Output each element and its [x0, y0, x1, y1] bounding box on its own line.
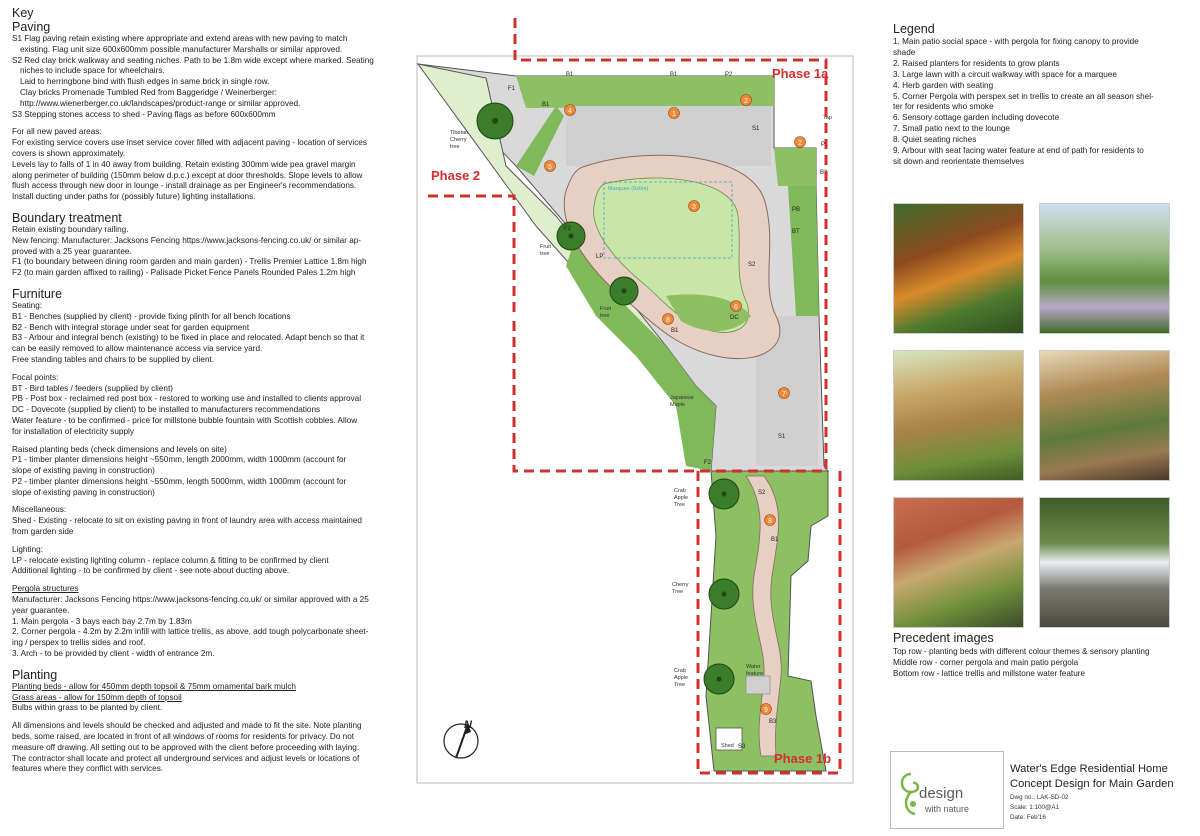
marker-5 [545, 161, 556, 172]
boundary-heading: Boundary treatment [12, 210, 122, 225]
svg-text:6: 6 [734, 304, 738, 311]
drawing-date: Date: Feb'16 [1010, 814, 1046, 821]
note-line: for installation of electricity supply [12, 426, 134, 436]
svg-text:5: 5 [548, 164, 552, 171]
title-block [1010, 762, 1190, 822]
code-label: S1 [778, 434, 786, 440]
note-line: beds, some raised, are located in front of all windows of rooms for residents for privacy. Do not [12, 732, 355, 742]
tree-icon [477, 103, 513, 139]
svg-text:3: 3 [692, 204, 696, 211]
svg-text:9: 9 [764, 707, 768, 714]
photo-millstone-water-feature [1039, 497, 1170, 628]
note-line: slope of existing paving in construction) [12, 487, 155, 497]
legend-item: 3. Large lawn with a circuit walkway with space for a marquee [893, 69, 1117, 79]
tree-label: tree [600, 313, 610, 319]
precedent-line: Middle row - corner pergola and main patio pergola [893, 658, 1079, 667]
svg-text:2: 2 [744, 98, 748, 105]
tree-label: Japanese [670, 395, 694, 401]
note-line: 2. Corner pergola - 4.2m by 2.2m infill with lattice trellis, as above, add tough polycarbonate sheet- [12, 627, 369, 637]
note-line: niches to include space for wheelchairs. [20, 66, 165, 76]
shed-label: Shed [721, 743, 734, 749]
note-line: F1 (to boundary between dining room garden and main garden) - Trellis Premier Lattice 1.8m high [12, 257, 367, 267]
note-line: P1 - timber planter dimensions height ~550mm, length 2000mm, width 1000mm (account for [12, 455, 347, 465]
company-logo [890, 751, 1004, 829]
project-title: Water's Edge Residential Home [1010, 763, 1168, 775]
marker-9 [761, 704, 772, 715]
tree-label: tree [450, 144, 460, 150]
drawing-number: Dwg no.: LAK-SD-02 [1010, 794, 1069, 801]
note-line: Retain existing boundary railing. [12, 224, 129, 234]
tree-label: Crab [674, 488, 686, 494]
code-label: BT [792, 229, 800, 235]
note-line: ing / perspex to trellis sides and roof. [12, 638, 146, 648]
code-label: S1 [752, 126, 760, 132]
svg-text:4: 4 [568, 108, 572, 115]
note-line: measure off drawing. All setting out to be approved with the client before proceeding with laying. [12, 742, 360, 752]
precedent-caption [893, 631, 1183, 679]
legend-item: 2. Raised planters for residents to grow plants [893, 58, 1060, 68]
precedent-line: Top row - planting beds with different colour themes & sensory planting [893, 647, 1150, 656]
misc-notes [12, 505, 390, 537]
planting-bed [516, 76, 774, 108]
tree-icon [610, 277, 638, 305]
tree-label: Fruit [540, 244, 551, 250]
note-line: S1 Flag paving retain existing where appropriate and extend areas with new paving to match [12, 34, 348, 43]
pergola-notes [12, 584, 390, 660]
code-label: B1 [771, 537, 779, 543]
note-line: All dimensions and levels should be checked and adjusted and made to fit the site. Note planting [12, 721, 362, 731]
note-line: Grass areas - allow for 150mm depth of topsoil [12, 692, 182, 702]
note-line: S2 Red clay brick walkway and seating niches. Path to be 1.8m wide except where marked. Seating [12, 55, 374, 65]
note-line: slope of existing paving in construction) [12, 466, 155, 476]
tree-label: Crab [674, 668, 686, 674]
tap-label: Tap [823, 115, 832, 121]
phase-2-label: Phase 2 [431, 168, 481, 183]
note-line: PB - Post box - reclaimed red post box - restored to working use and installed to clients approval [12, 394, 362, 404]
garden-plan [416, 16, 856, 786]
note-line: Additional lighting - to be confirmed by client - see note about ducting above. [12, 566, 290, 576]
misc-title: Miscellaneous: [12, 505, 67, 515]
closing-notes [12, 721, 390, 775]
raised-title: Raised planting beds (check dimensions and levels on site) [12, 444, 227, 454]
code-label: F2 [564, 226, 572, 232]
code-label: DC [730, 315, 739, 321]
marker-4 [565, 105, 576, 116]
svg-text:N: N [464, 719, 472, 731]
focal-title: Focal points: [12, 372, 59, 382]
code-label: B1 [670, 72, 678, 78]
photo-planting-bed-cool [1039, 203, 1170, 334]
photo-corner-pergola [893, 350, 1024, 481]
code-label: B2 [820, 170, 828, 176]
legend-title: Legend [893, 22, 935, 36]
note-line: existing. Flag unit size 600x600mm possible manufacturer Marshalls or similar approved. [20, 44, 343, 54]
water-feature-label-2: feature [746, 671, 764, 677]
note-line: Levels lay to falls of 1 in 40 away from building. Retain existing 300mm wide pea gravel margin [12, 159, 356, 169]
code-label: PB [792, 207, 801, 213]
seating-notes [12, 301, 390, 366]
pergola-title: Pergola structures [12, 584, 79, 594]
legend-item: 5. Corner Pergola with perspex set in trellis to create an all season shel- [893, 91, 1154, 101]
legend-item: 8. Quiet seating niches [893, 135, 977, 145]
note-line: along perimeter of building (150mm below d.p.c.) except at door thresholds. Slope levels to allow [12, 170, 363, 180]
svg-text:7: 7 [782, 391, 786, 398]
note-line: Laid to herringbone bind with flush edges in same brick in single row. [20, 77, 270, 87]
marker-8 [663, 314, 674, 325]
legend-item: shade [893, 47, 916, 57]
furniture-heading: Furniture [12, 286, 63, 301]
seating-title: Seating: [12, 300, 43, 310]
note-line: Free standing tables and chairs to be supplied by client. [12, 354, 215, 364]
code-label: B1 [566, 72, 574, 78]
legend-item: 7. Small patio next to the lounge [893, 124, 1010, 134]
note-line: 3. Arch - to be provided by client - width of entrance 2m. [12, 649, 215, 659]
paving-notes [12, 34, 390, 120]
tree-label: Maple [670, 402, 685, 408]
code-label: B3 [769, 719, 777, 725]
tree-icon [709, 479, 739, 509]
svg-text:8: 8 [666, 317, 670, 324]
phase-1a-label: Phase 1a [772, 66, 829, 81]
note-line: covers is shown approximately. [12, 148, 126, 158]
note-line: Water feature - to be confirmed - price for millstone bubble fountain with Scottish cobbles. Allow [12, 415, 358, 425]
tree-label: Apple [674, 675, 689, 681]
code-label: P2 [725, 72, 733, 78]
precedent-line: Bottom row - lattice trellis and millstone water feature [893, 669, 1086, 678]
svg-text:2: 2 [798, 140, 802, 147]
note-line: Install ducting under paths for (possibly future) lighting installations. [12, 192, 256, 202]
code-label: B1 [542, 102, 550, 108]
svg-text:8: 8 [768, 518, 772, 525]
legend-item: ter for residents who smoke [893, 102, 994, 112]
legend-item: 1. Main patio social space - with pergola for fixing canopy to provide [893, 37, 1139, 46]
tree-label: Fruit [600, 306, 611, 312]
marker-7 [779, 388, 790, 399]
key-heading: Key [12, 6, 34, 20]
legend-item: sit down and reorientate themselves [893, 156, 1025, 166]
tree-label: Cherry [672, 582, 689, 588]
note-line: year guarantee. [12, 605, 70, 615]
tree-label: Tibetan [450, 130, 469, 136]
note-line: 1. Main pergola - 3 bays each bay 2.7m by 1.83m [12, 616, 192, 626]
legend [893, 22, 1183, 168]
note-line: Clay bricks Promenade Tumbled Red from Baggeridge / Weinerberger: [20, 87, 277, 97]
code-label: S2 [758, 490, 766, 496]
note-line: Shed - Existing - relocate to sit on existing paving in front of laundry area with access maintained [12, 516, 362, 526]
planting-heading: Planting [12, 667, 58, 682]
planting-notes [12, 682, 390, 714]
marker-1 [669, 108, 680, 119]
phase-1b-label: Phase 1b [774, 751, 832, 766]
svg-text:1: 1 [672, 111, 676, 118]
note-line: New fencing: Manufacturer: Jacksons Fencing https://www.jacksons-fencing.co.uk/ or similar ap- [12, 235, 362, 245]
tree-label: Tree [672, 589, 684, 595]
code-label: S3 [738, 744, 746, 750]
lighting-notes [12, 545, 390, 577]
tree-label: Tree [674, 682, 686, 688]
water-feature-label-1: Water [746, 664, 761, 670]
code-label: F1 [508, 86, 516, 92]
notes-column [12, 6, 390, 775]
legend-item: 9. Arbour with seat facing water feature at end of path for residents to [893, 146, 1144, 156]
note-line: Planting beds - allow for 450mm depth topsoil & 75mm ornamental bark mulch [12, 681, 296, 691]
note-line: from garden side [12, 527, 74, 537]
note-line: For existing service covers use inset service cover filled with adjacent paving - location of services [12, 138, 367, 148]
paving-heading: Paving [12, 20, 51, 34]
code-label: F2 [704, 460, 712, 466]
legend-item: 4. Herb garden with seating [893, 80, 994, 90]
tree-label: Tree [674, 502, 686, 508]
marker-2 [741, 95, 752, 106]
code-label: LP [596, 254, 604, 260]
note-line: P2 - timber planter dimensions height ~550mm, length 5000mm, width 1000mm (account for [12, 476, 347, 486]
note-line: can be easily removed to allow maintenance access via service yard. [12, 344, 263, 354]
note-line: F2 (to main garden affixed to railing) - Palisade Picket Fence Panels Rounded Pales 1.2m high [12, 268, 356, 278]
logo-mark-icon [891, 752, 1005, 830]
tree-icon [709, 579, 739, 609]
note-line: The contractor shall locate and protect all underground services and adjust levels or locations of [12, 753, 360, 763]
planting-bed [774, 148, 816, 186]
legend-item: 6. Sensory cottage garden including dovecote [893, 113, 1060, 123]
garden-plan-svg [416, 16, 856, 786]
code-label: S2 [748, 262, 756, 268]
note-line: For all new paved areas: [12, 127, 102, 137]
focal-notes [12, 373, 390, 438]
marker-6 [731, 301, 742, 312]
photo-planting-bed-warm [893, 203, 1024, 334]
note-line: features where they conflict with services. [12, 764, 164, 774]
paving-general-notes [12, 127, 390, 203]
logo-text-1: design [919, 785, 964, 802]
note-line: LP - relocate existing lighting column - replace column & fitting to be confirmed by client [12, 555, 329, 565]
code-label: B1 [671, 328, 679, 334]
note-line: BT - Bird tables / feeders (supplied by client) [12, 383, 173, 393]
tree-icon [704, 664, 734, 694]
marker-3 [689, 201, 700, 212]
lighting-title: Lighting: [12, 544, 43, 554]
boundary-notes [12, 225, 390, 279]
note-line: Manufacturer: Jacksons Fencing https://www.jacksons-fencing.co.uk/ or similar approved with a 25 [12, 595, 369, 605]
tree-label: tree [540, 251, 550, 257]
precedent-title: Precedent images [893, 631, 994, 645]
raised-bed-notes [12, 445, 390, 499]
note-line: B2 - Bench with integral storage under seat for garden equipment [12, 322, 250, 332]
drawing-scale: Scale: 1:100@A1 [1010, 804, 1060, 811]
logo-text-2: with nature [925, 804, 970, 814]
note-line: B3 - Arbour and integral bench (existing) to be fixed in place and relocated. Adapt bench so that it [12, 333, 365, 343]
note-line: B1 - Benches (supplied by client) - provide fixing plinth for all bench locations [12, 311, 291, 321]
note-line: flush access through new door in lounge - install drainage as per Engineer's recommendations. [12, 181, 357, 191]
precedent-photos [893, 203, 1173, 628]
water-feature-area [746, 676, 770, 694]
note-line: proved with a 25 year guarantee. [12, 246, 132, 256]
tree-label: Cherry [450, 137, 467, 143]
note-line: http://www.wienerberger.co.uk/landscapes/product-range or similar approved. [20, 98, 301, 108]
note-line: DC - Dovecote (supplied by client) to be installed to manufacturers recommendations [12, 405, 321, 415]
photo-lattice-trellis [893, 497, 1024, 628]
drawing-title: Concept Design for Main Garden [1010, 778, 1174, 790]
marquee-label: Marquee (6x6m) [608, 186, 649, 192]
marker-2 [795, 137, 806, 148]
code-label: P1 [821, 142, 829, 148]
tree-label: Apple [674, 495, 689, 501]
note-line: Bulbs within grass to be planted by client. [12, 703, 163, 713]
marker-8 [765, 515, 776, 526]
photo-patio-pergola [1039, 350, 1170, 481]
note-line: S3 Stepping stones access to shed - Paving flags as before 600x600mm [12, 109, 276, 119]
